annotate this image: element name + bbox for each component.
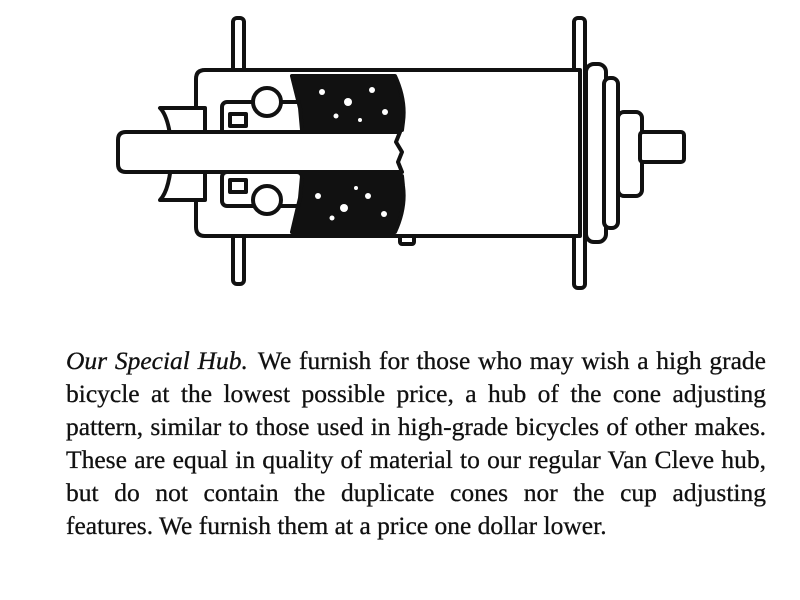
lock-nut-top <box>230 114 246 126</box>
axle <box>118 132 402 172</box>
hub-description <box>66 344 766 542</box>
oil-hole <box>400 236 414 244</box>
caption-title: Our Special Hub. <box>66 345 248 375</box>
right-end-cap <box>586 64 684 242</box>
caption-body: We furnish for those who may wish a high grade bicycle at the lowest possible price, a hub of the cone adjusting pattern, similar to those used in high-grade bicycles of other makes. These are equal in quality of material to our regular Van Cleve hub, but do not contain the duplicate cones nor the cup adjusting features. We furnish them at a price one dollar lower. <box>66 345 767 540</box>
lock-nut-bottom <box>230 180 246 192</box>
